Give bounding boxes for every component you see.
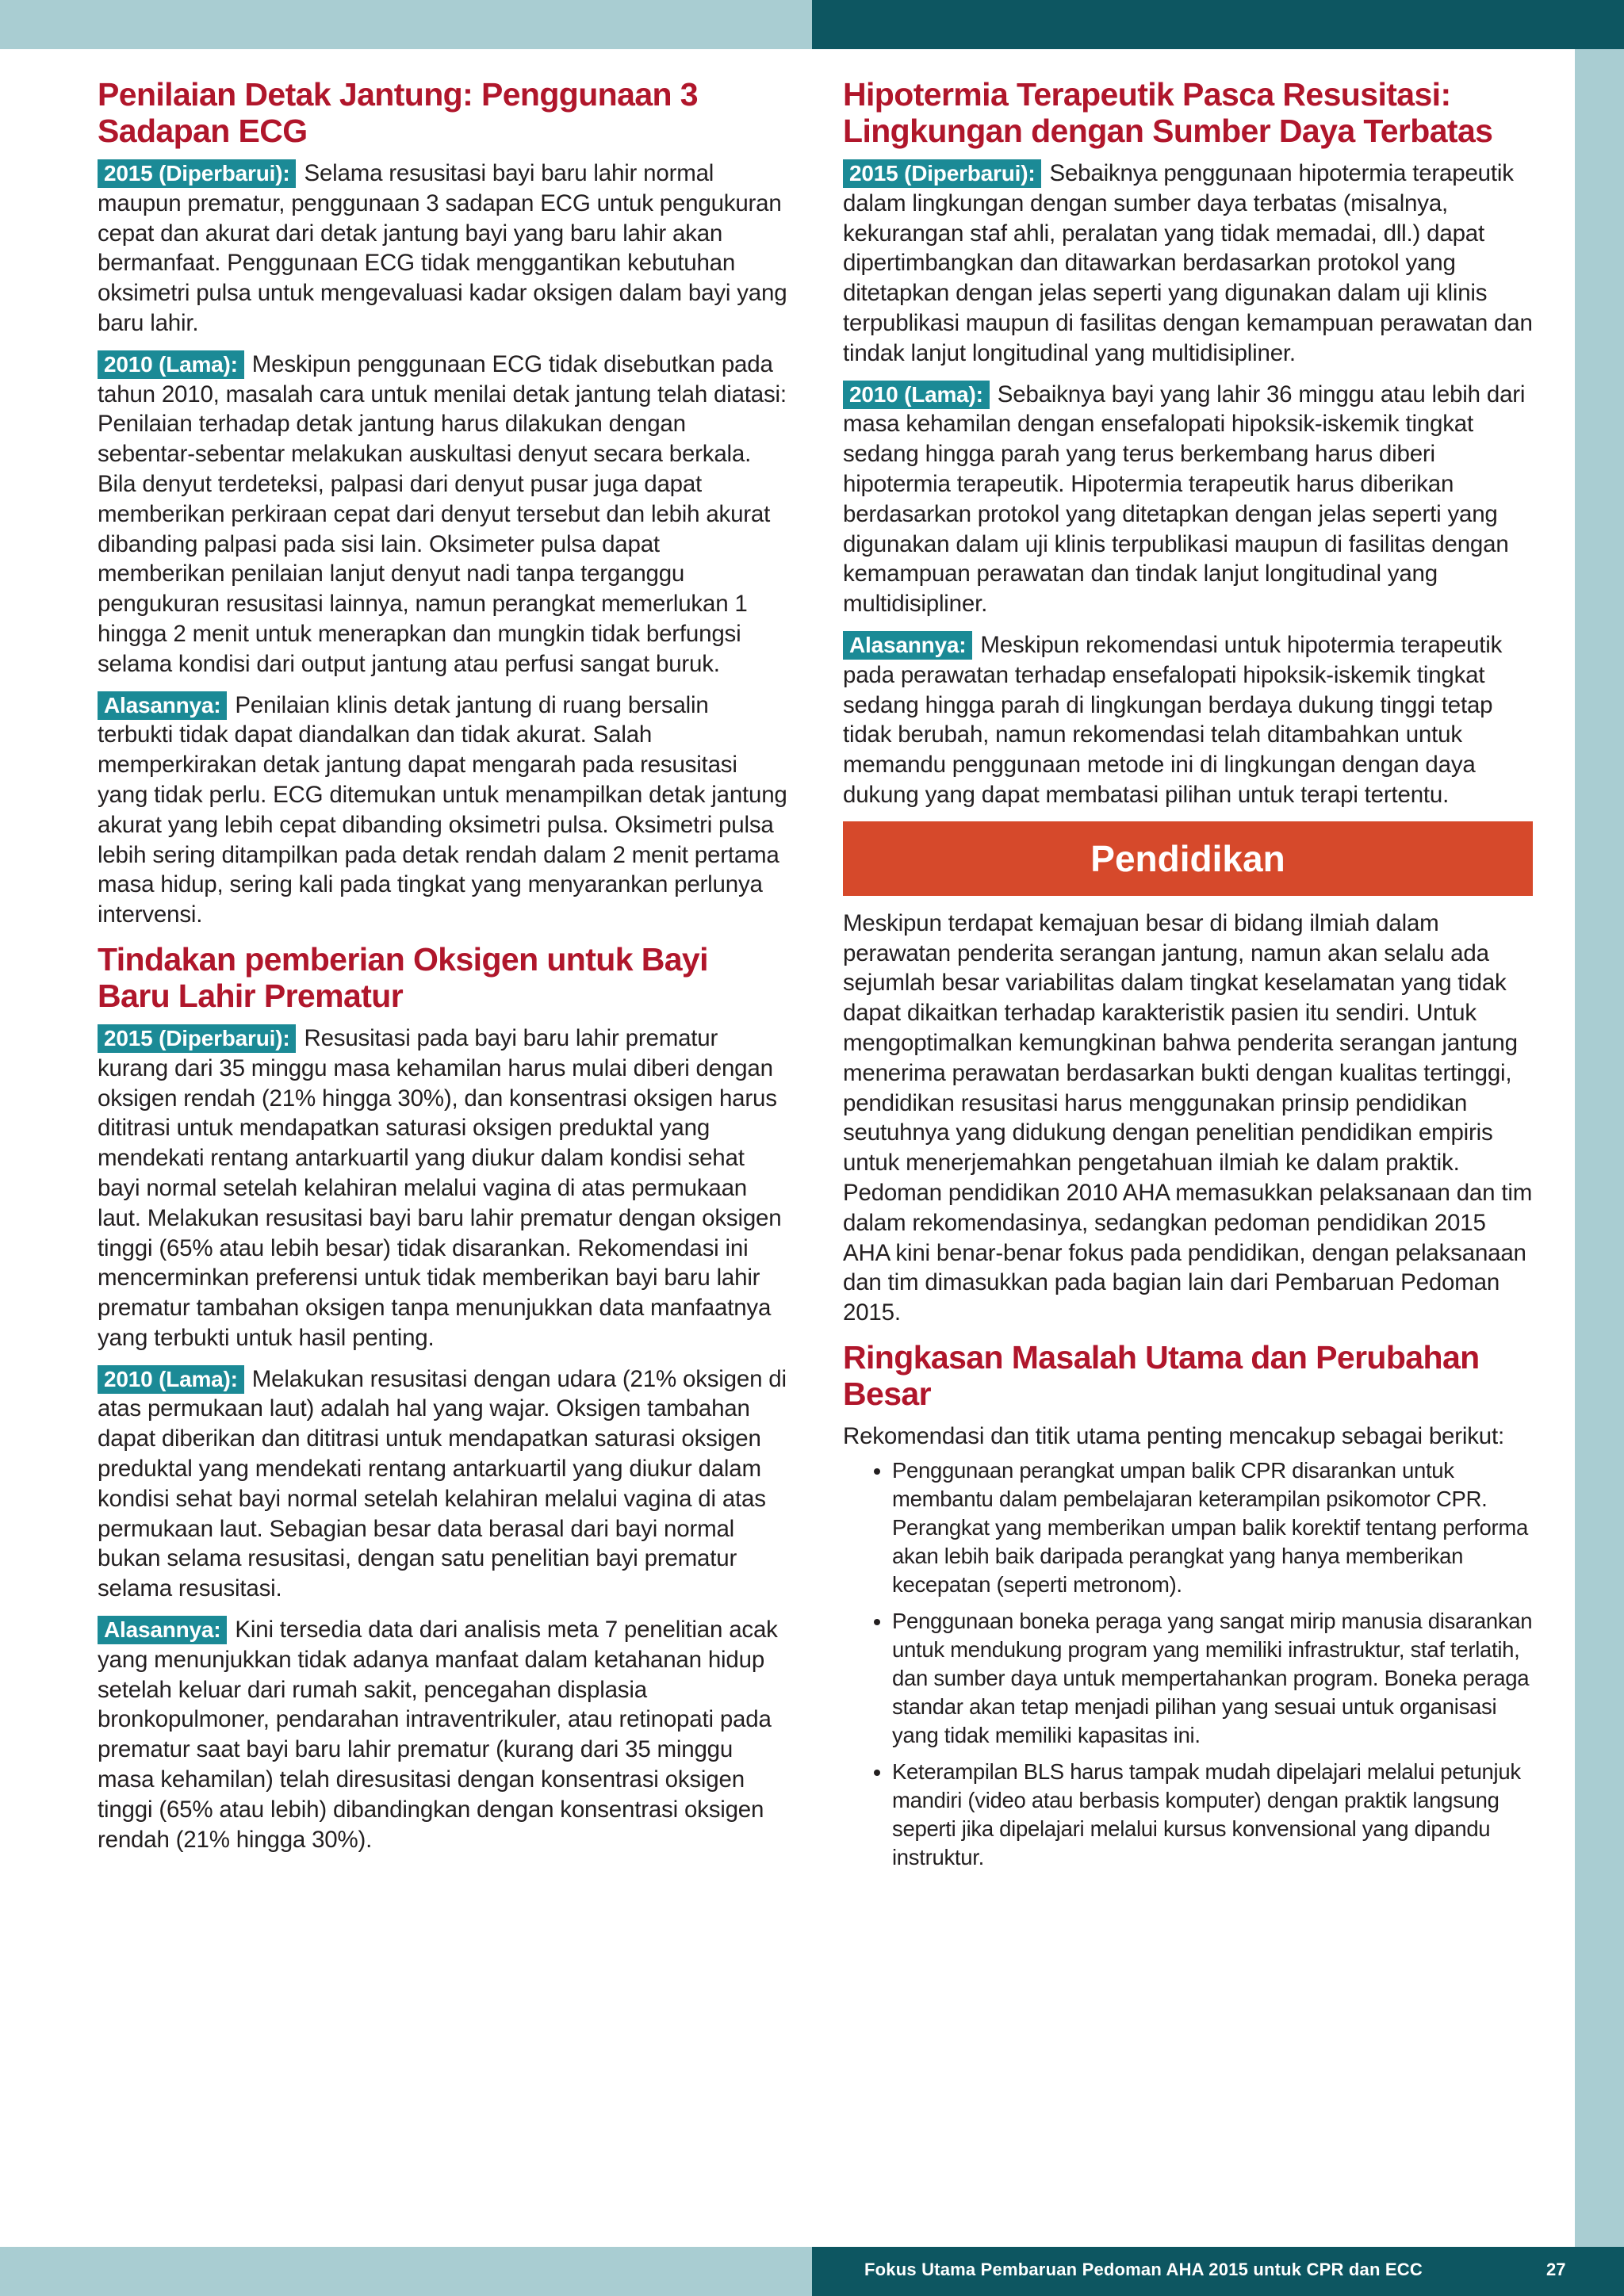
paragraph-2015 — [98, 1024, 787, 1353]
top-bar-dark — [812, 0, 1624, 49]
paragraph-text: Resusitasi pada bayi baru lahir prematur kurang dari 35 minggu masa kehamilan harus mulai diberi dengan oksigen rendah (21% hingga 30%), dan konsentrasi oksigen harus dititrasi untuk mendapatkan saturasi oksigen preduktal yang mendekati rentang antarkuartil yang diukur dalam kondisi sehat bayi normal setelah kelahiran melalui vagina di atas permukaan laut. Melakukan resusitasi bayi baru lahir prematur dengan oksigen tinggi (65% atau lebih besar) tidak disarankan. Rekomendasi ini mencerminkan preferensi untuk tidak memberikan bayi baru lahir prematur tambahan oksigen tanpa menunjukkan data manfaatnya yang terbukti untuk hasil penting. — [98, 1024, 782, 1351]
tag-reason: Alasannya: — [98, 691, 227, 720]
education-banner: Pendidikan — [843, 821, 1533, 896]
tag-reason: Alasannya: — [843, 631, 972, 660]
section-heading-ecg: Penilaian Detak Jantung: Penggunaan 3 Sadapan ECG — [98, 76, 698, 149]
right-column — [843, 76, 1533, 1880]
tag-2010-old: 2010 (Lama): — [843, 381, 990, 409]
tag-2015-updated: 2015 (Diperbarui): — [98, 1024, 296, 1053]
paragraph-2010 — [98, 1364, 787, 1604]
section-heading-hypothermia: Hipotermia Terapeutik Pasca Resusitasi: Lingkungan dengan Sumber Daya Terbatas — [843, 76, 1493, 149]
paragraph-reason — [98, 691, 787, 930]
summary-bullet-list — [843, 1456, 1533, 1872]
tag-2015-updated: 2015 (Diperbarui): — [843, 159, 1041, 188]
paragraph-2010 — [98, 350, 787, 679]
tag-2010-old: 2010 (Lama): — [98, 1365, 244, 1394]
paragraph-text: Selama resusitasi bayi baru lahir normal maupun prematur, penggunaan 3 sadapan ECG untuk pengukuran cepat dan akurat dari detak jantung bayi yang baru lahir akan bermanfaat. Penggunaan ECG tidak menggantikan kebutuhan oksimetri pulsa untuk mengevaluasi kadar oksigen dalam bayi yang baru lahir. — [98, 160, 787, 336]
section-heading-summary: Ringkasan Masalah Utama dan Perubahan Besar — [843, 1338, 1480, 1412]
top-bar-light — [0, 0, 812, 49]
paragraph-text: Sebaiknya penggunaan hipotermia terapeutik dalam lingkungan dengan sumber daya terbatas (misalnya, kekurangan staf ahli, peralatan yang tidak memadai, dll.) dapat dipertimbangkan dan ditawarkan berdasarkan protokol yang ditetapkan dengan jelas seperti yang digunakan dalam uji klinis terpublikasi maupun di fasilitas dengan kemampuan perawatan dan tindak lanjut longitudinal yang multidisipliner. — [843, 160, 1533, 366]
paragraph-reason — [843, 630, 1533, 810]
paragraph-2015 — [843, 159, 1533, 369]
summary-intro: Rekomendasi dan titik utama penting mencakup sebagai berikut: — [843, 1422, 1504, 1449]
education-paragraph: Meskipun terdapat kemajuan besar di bidang ilmiah dalam perawatan penderita serangan jantung, namun akan selalu ada sejumlah besar variabilitas dalam tingkat keselamatan yang tidak dapat dikaitkan terhadap karakteristik pasien itu sendiri. Untuk mengoptimalkan kemungkinan bahwa penderita serangan jantung menerima perawatan berdasarkan bukti dengan kualitas tertinggi, pendidikan resusitasi harus menggunakan prinsip pendidikan seutuhnya yang didukung dengan penelitian pendidikan empiris untuk menerjemahkan pengetahuan ilmiah ke dalam praktik. Pedoman pendidikan 2010 AHA memasukkan pelaksanaan dan tim dalam rekomendasinya, sedangkan pedoman pendidikan 2015 AHA kini benar-benar fokus pada pendidikan, dengan pelaksanaan dan tim dimasukkan pada bagian lain dari Pembaruan Pedoman 2015. — [843, 909, 1533, 1326]
paragraph-reason — [98, 1615, 787, 1854]
paragraph-text: Penilaian klinis detak jantung di ruang bersalin terbukti tidak dapat diandalkan dan tidak akurat. Salah memperkirakan detak jantung dapat mengarah pada resusitasi yang tidak perlu. ECG ditemukan untuk menampilkan detak jantung akurat yang lebih cepat dibanding oksimetri pulsa. Oksimetri pulsa lebih sering ditampilkan pada detak rendah dalam 2 menit pertama masa hidup, sering kali pada tingkat yang menyarankan perlunya intervensi. — [98, 691, 787, 928]
paragraph-text: Meskipun penggunaan ECG tidak disebutkan pada tahun 2010, masalah cara untuk menilai detak jantung telah diatasi: Penilaian terhadap detak jantung harus dilakukan dengan sebentar-sebentar melakukan auskultasi denyut secara berkala. Bila denyut terdeteksi, palpasi dari denyut pusar juga dapat memberikan perkiraan cepat dari denyut tersebut dan lebih akurat dibanding palpasi pada sisi lain. Oksimeter pulsa dapat memberikan penilaian lanjut denyut nadi tanpa terganggu pengukuran resusitasi lainnya, namun perangkat memerlukan 1 hingga 2 menit untuk menerapkan dan mungkin tidak berfungsi selama kondisi dari output jantung atau perfusi sangat buruk. — [98, 350, 787, 677]
side-stripe — [1575, 49, 1624, 2247]
paragraph-text: Sebaiknya bayi yang lahir 36 minggu atau lebih dari masa kehamilan dengan ensefalopati hipoksik-iskemik tingkat sedang hingga parah yang terus berkembang harus diberi hipotermia terapeutik. Hipotermia terapeutik harus diberikan berdasarkan protokol yang ditetapkan dengan jelas seperti yang digunakan dalam uji klinis terpublikasi maupun di fasilitas dengan kemampuan perawatan dan tindak lanjut longitudinal yang multidisipliner. — [843, 381, 1526, 618]
section-heading-oxygen: Tindakan pemberian Oksigen untuk Bayi Baru Lahir Prematur — [98, 940, 708, 1014]
bullet-item: • Penggunaan boneka peraga yang sangat mirip manusia disarankan untuk mendukung program yang memiliki infrastruktur, staf terlatih, dan sumber daya untuk mempertahankan program. Boneka peraga standar akan tetap menjadi pilihan yang sesuai untuk organisasi yang tidak memiliki kapasitas ini. — [892, 1607, 1533, 1750]
tag-reason: Alasannya: — [98, 1616, 227, 1644]
tag-2010-old: 2010 (Lama): — [98, 350, 244, 379]
paragraph-2010 — [843, 380, 1533, 619]
paragraph-2015 — [98, 159, 787, 339]
paragraph-text: Kini tersedia data dari analisis meta 7 penelitian acak yang menunjukkan tidak adanya manfaat dalam ketahanan hidup setelah keluar dari rumah sakit, pencegahan displasia bronkopulmoner, pendarahan intraventrikuler, atau retinopati pada prematur saat bayi baru lahir prematur (kurang dari 35 minggu masa kehamilan) telah diresusitasi dengan konsentrasi oksigen tinggi (65% atau lebih) dibandingkan dengan konsentrasi oksigen rendah (21% hingga 30%). — [98, 1617, 778, 1853]
bullet-item: • Keterampilan BLS harus tampak mudah dipelajari melalui petunjuk mandiri (video atau berbasis komputer) dengan praktik langsung seperti jika dipelajari melalui kursus konvensional yang dipandu instruktur. — [892, 1758, 1533, 1872]
footer-bar — [812, 2247, 1624, 2296]
paragraph-text: Meskipun rekomendasi untuk hipotermia terapeutik pada perawatan terhadap ensefalopati hipoksik-iskemik tingkat sedang hingga parah di lingkungan berdaya dukung tinggi tetap tidak berubah, namun rekomendasi telah ditambahkan untuk memandu penggunaan metode ini di lingkungan dengan daya dukung yang dapat membatasi pilihan untuk terapi tertentu. — [843, 631, 1503, 808]
bullet-item: • Penggunaan perangkat umpan balik CPR disarankan untuk membantu dalam pembelajaran keterampilan psikomotor CPR. Perangkat yang memberikan umpan balik korektif tentang performa akan lebih baik daripada perangkat yang hanya memberikan kecepatan (seperti metronom). — [892, 1456, 1533, 1599]
tag-2015-updated: 2015 (Diperbarui): — [98, 159, 296, 188]
page-number: 27 — [1546, 2260, 1566, 2279]
left-column — [98, 76, 787, 1866]
footer-title: Fokus Utama Pembaruan Pedoman AHA 2015 untuk CPR dan ECC — [864, 2260, 1423, 2279]
paragraph-text: Melakukan resusitasi dengan udara (21% oksigen di atas permukaan laut) adalah hal yang wajar. Oksigen tambahan dapat diberikan dan dititrasi untuk mendapatkan saturasi oksigen preduktal yang mendekati rentang antarkuartil yang diukur dalam kondisi sehat bayi normal setelah kelahiran melalui vagina di atas permukaan laut. Sebagian besar data berasal dari bayi normal bukan selama resusitasi, dengan satu penelitian bayi prematur selama resusitasi. — [98, 1365, 787, 1602]
